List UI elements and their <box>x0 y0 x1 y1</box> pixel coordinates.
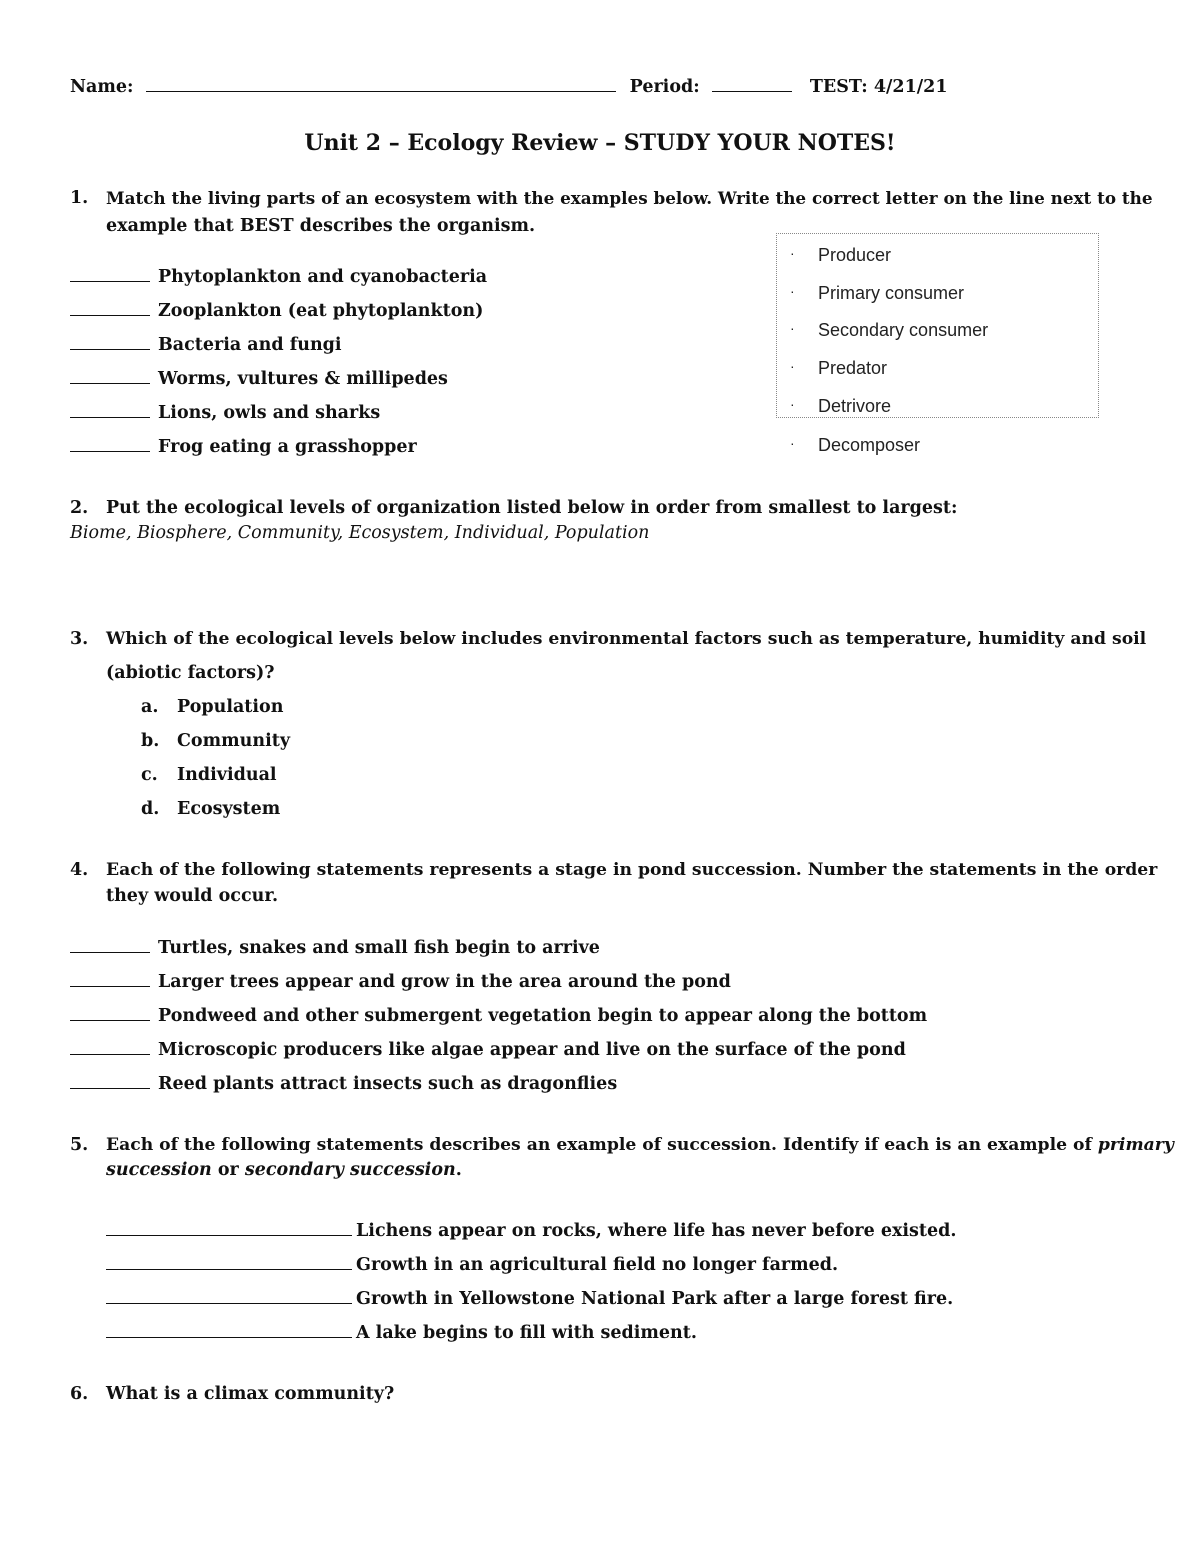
q4-item-text: Pondweed and other submergent vegetation begin to appear along the bottom <box>158 1006 928 1026</box>
q4-text-line1: Each of the following statements represents a stage in pond succession. Number the statements in the order <box>106 860 1158 880</box>
word-bank-label: Producer <box>818 245 892 265</box>
option-letter: d. <box>141 799 160 819</box>
q5-item-text: Lichens appear on rocks, where life has never before existed. <box>356 1221 957 1241</box>
answer-blank[interactable] <box>106 1234 352 1236</box>
q5-item-text: Growth in an agricultural field no longer farmed. <box>356 1255 839 1275</box>
q5-text-line1 <box>106 1135 1174 1155</box>
q4-item-text: Reed plants attract insects such as dragonflies <box>158 1074 618 1094</box>
q3-option[interactable] <box>141 731 290 751</box>
q4-number: 4. <box>70 860 89 880</box>
q1-item-text: Lions, owls and sharks <box>158 403 381 423</box>
word-bank-item <box>790 283 964 304</box>
q1-item-text: Bacteria and fungi <box>158 335 342 355</box>
header-line <box>70 77 948 97</box>
q3-option[interactable] <box>141 799 280 819</box>
q5-text-line2 <box>106 1160 462 1180</box>
answer-blank[interactable] <box>70 951 150 953</box>
q1-number: 1. <box>70 188 89 208</box>
q3-number: 3. <box>70 629 89 649</box>
answer-blank[interactable] <box>106 1336 352 1338</box>
option-letter: b. <box>141 731 160 751</box>
page-title: Unit 2 – Ecology Review – STUDY YOUR NOTES! <box>304 130 896 156</box>
period-label: Period: <box>629 77 700 97</box>
q4-item-text: Microscopic producers like algae appear and live on the surface of the pond <box>158 1040 906 1060</box>
answer-blank[interactable] <box>70 450 150 452</box>
q1-item-text: Phytoplankton and cyanobacteria <box>158 267 488 287</box>
answer-blank[interactable] <box>70 348 150 350</box>
q1-text-line2: example that BEST describes the organism. <box>106 216 536 236</box>
word-bank-label: Detrivore <box>818 396 892 416</box>
q2-number: 2. <box>70 498 89 518</box>
word-bank-item <box>790 320 988 341</box>
answer-blank[interactable] <box>106 1268 352 1270</box>
q5-emphasis: secondary succession <box>244 1160 456 1180</box>
q1-text-line1: Match the living parts of an ecosystem with the examples below. Write the correct letter on the line next to the <box>106 188 1153 208</box>
q4-item-text: Larger trees appear and grow in the area around the pond <box>158 972 731 992</box>
q3-text-line2: (abiotic factors)? <box>106 663 275 683</box>
word-bank-item <box>790 245 891 266</box>
q5-text: Each of the following statements describes an example of succession. Identify if each is an example of <box>106 1135 1098 1155</box>
option-letter: a. <box>141 697 159 717</box>
answer-blank[interactable] <box>70 985 150 987</box>
word-bank-item <box>790 435 920 456</box>
answer-blank[interactable] <box>70 1053 150 1055</box>
option-text: Ecosystem <box>177 799 281 819</box>
q3-option[interactable] <box>141 697 283 717</box>
word-bank-item <box>790 396 891 417</box>
answer-blank[interactable] <box>70 382 150 384</box>
q3-option[interactable] <box>141 765 277 785</box>
bullet-icon: · <box>790 320 795 336</box>
option-text: Individual <box>177 765 277 785</box>
q4-item <box>70 1006 927 1026</box>
bullet-icon: · <box>790 396 795 412</box>
q1-item-text: Frog eating a grasshopper <box>158 437 417 457</box>
q4-item <box>70 938 600 958</box>
name-label: Name: <box>70 77 134 97</box>
test-date: TEST: 4/21/21 <box>809 77 948 97</box>
q4-text-line2: they would occur. <box>106 886 279 906</box>
bullet-icon: · <box>790 358 795 374</box>
word-bank-label: Predator <box>818 358 888 378</box>
word-bank-item <box>790 358 887 379</box>
q5-emphasis: primary <box>1097 1135 1174 1155</box>
q1-item <box>70 437 417 457</box>
q4-item <box>70 1040 906 1060</box>
word-bank-label: Primary consumer <box>818 283 965 303</box>
q1-item <box>70 403 380 423</box>
option-text: Population <box>177 697 284 717</box>
q1-item <box>70 335 342 355</box>
period-blank[interactable] <box>712 90 792 92</box>
option-text: Community <box>177 731 290 751</box>
q1-item <box>70 267 487 287</box>
q5-text: or <box>211 1160 245 1180</box>
q5-text: . <box>455 1160 462 1180</box>
q1-item <box>70 369 448 389</box>
word-bank-label: Decomposer <box>818 435 921 455</box>
q5-item <box>106 1221 956 1241</box>
q6-text: What is a climax community? <box>106 1384 395 1404</box>
q5-item-text: A lake begins to fill with sediment. <box>356 1323 697 1343</box>
answer-blank[interactable] <box>70 1087 150 1089</box>
q5-item-text: Growth in Yellowstone National Park after a large forest fire. <box>356 1289 954 1309</box>
q2-list: Biome, Biosphere, Community, Ecosystem, Individual, Population <box>70 523 650 543</box>
q5-emphasis: succession <box>106 1160 212 1180</box>
bullet-icon: · <box>790 435 795 451</box>
answer-blank[interactable] <box>70 1019 150 1021</box>
q4-item <box>70 1074 617 1094</box>
q5-item <box>106 1323 697 1343</box>
answer-blank[interactable] <box>70 416 150 418</box>
q5-item <box>106 1289 953 1309</box>
answer-blank[interactable] <box>70 314 150 316</box>
q5-number: 5. <box>70 1135 89 1155</box>
q4-item <box>70 972 731 992</box>
q6-number: 6. <box>70 1384 89 1404</box>
q3-text-line1: Which of the ecological levels below includes environmental factors such as temperature, humidity and soil <box>106 629 1147 649</box>
answer-blank[interactable] <box>70 280 150 282</box>
q2-text: Put the ecological levels of organization listed below in order from smallest to largest: <box>106 498 958 518</box>
q1-item-text: Zooplankton (eat phytoplankton) <box>158 301 484 321</box>
q1-item-text: Worms, vultures & millipedes <box>158 369 448 389</box>
name-blank[interactable] <box>146 90 616 92</box>
q4-item-text: Turtles, snakes and small fish begin to arrive <box>158 938 600 958</box>
q5-item <box>106 1255 838 1275</box>
word-bank-label: Secondary consumer <box>818 320 989 340</box>
option-letter: c. <box>141 765 158 785</box>
q1-item <box>70 301 483 321</box>
bullet-icon: · <box>790 283 795 299</box>
bullet-icon: · <box>790 245 795 261</box>
answer-blank[interactable] <box>106 1302 352 1304</box>
